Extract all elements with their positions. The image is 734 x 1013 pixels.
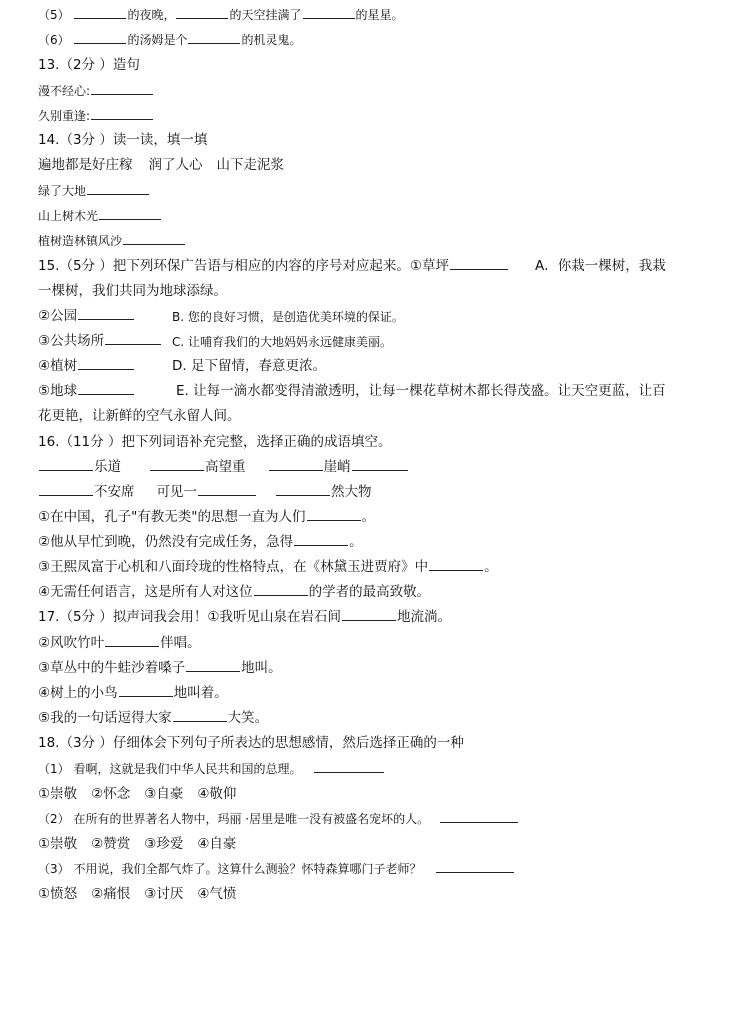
blank[interactable] bbox=[74, 42, 126, 44]
q16-sentence-1: ①在中国，孔子"有教无类"的思想一直为人们 。 bbox=[38, 509, 376, 525]
q16-sentence-2: ②他从早忙到晚，仍然没有完成任务，急得 。 bbox=[38, 534, 363, 550]
blank[interactable] bbox=[198, 494, 256, 496]
q18-options-3: ①愤怒 ②痛恨 ③讨厌 ④气愤 bbox=[38, 886, 237, 902]
q15-option-b: B. 您的良好习惯，是创造优美环境的保证。 bbox=[172, 310, 404, 324]
blank[interactable] bbox=[450, 268, 508, 270]
blank[interactable] bbox=[87, 193, 149, 195]
q17-sentence-2: ②风吹竹叶 伴唱。 bbox=[38, 635, 201, 651]
q17-sentence-4: ④树上的小鸟 地叫着。 bbox=[38, 685, 228, 701]
q12-item6: （6） 的汤姆是个 的机灵鬼。 bbox=[38, 33, 302, 47]
q18-prompt-3: （3） 不用说，我们全都气炸了。这算什么测验？怀特森算哪门子老师？ bbox=[38, 863, 515, 875]
blank[interactable] bbox=[74, 17, 126, 19]
blank[interactable] bbox=[91, 93, 153, 95]
q13-line-b: 久别重逢: bbox=[38, 110, 154, 122]
q16-words-row1: 乐道 高望重 崖峭 bbox=[38, 461, 409, 475]
q15-row: ⑤地球 bbox=[38, 385, 135, 399]
blank[interactable] bbox=[254, 594, 308, 596]
blank[interactable] bbox=[78, 393, 134, 395]
q14-line-b: 山上树木光 bbox=[38, 210, 162, 222]
q16-sentence-4: ④无需任何语言，这是所有人对这位 的学者的最高致敬。 bbox=[38, 584, 431, 600]
q15-option-e: E. 让每一滴水都变得清澈透明，让每一棵花草树木都长得茂盛。让天空更蓝，让百 bbox=[176, 383, 666, 399]
q18-options-2: ①崇敬 ②赞赏 ③珍爱 ④自豪 bbox=[38, 836, 237, 852]
blank[interactable] bbox=[188, 42, 240, 44]
blank[interactable] bbox=[269, 469, 323, 471]
blank[interactable] bbox=[314, 771, 384, 773]
blank[interactable] bbox=[440, 821, 518, 823]
blank[interactable] bbox=[436, 871, 514, 873]
q14-heading: 14.（3分 ）读一读，填一填 bbox=[38, 132, 208, 148]
q15-option-d: D. 足下留情，春意更浓。 bbox=[172, 358, 326, 374]
blank[interactable] bbox=[123, 243, 185, 245]
blank[interactable] bbox=[99, 218, 161, 220]
q14-line-a: 绿了大地 bbox=[38, 185, 150, 197]
blank[interactable] bbox=[105, 645, 159, 647]
q13-line-a: 漫不经心: bbox=[38, 85, 154, 97]
blank[interactable] bbox=[150, 469, 204, 471]
blank[interactable] bbox=[78, 318, 134, 320]
q14-options: 遍地都是好庄稼 润了人心 山下走泥浆 bbox=[38, 157, 284, 173]
blank[interactable] bbox=[176, 17, 228, 19]
q16-words-row2: 不安席 可见一 然大物 bbox=[38, 486, 372, 500]
blank[interactable] bbox=[39, 494, 93, 496]
q14-line-c: 植树造林镇风沙 bbox=[38, 235, 186, 247]
blank[interactable] bbox=[307, 519, 361, 521]
blank[interactable] bbox=[186, 670, 240, 672]
q18-prompt-2: （2） 在所有的世界著名人物中，玛丽 ·居里是唯一没有被盛名宠坏的人。 bbox=[38, 813, 519, 825]
q15-row: ③公共场所 bbox=[38, 335, 162, 349]
q18-prompt-1: （1） 看啊，这就是我们中华人民共和国的总理。 bbox=[38, 763, 385, 775]
blank[interactable] bbox=[105, 343, 161, 345]
blank[interactable] bbox=[119, 695, 173, 697]
blank[interactable] bbox=[352, 469, 408, 471]
blank[interactable] bbox=[91, 118, 153, 120]
q15-row: ②公园 bbox=[38, 310, 135, 324]
blank[interactable] bbox=[173, 720, 227, 722]
q16-sentence-3: ③王熙凤富于心机和八面玲珑的性格特点，在《林黛玉进贾府》中 。 bbox=[38, 559, 498, 575]
q15-heading: 15.（5分 ）把下列环保广告语与相应的内容的序号对应起来。①草坪 A．你栽一棵树，我栽 bbox=[38, 258, 666, 274]
q17-heading: 17.（5分 ）拟声词我会用！①我听见山泉在岩石间 地流淌。 bbox=[38, 609, 451, 625]
q12-item5: （5） 的夜晚， 的天空挂满了 的星星。 bbox=[38, 8, 404, 22]
blank[interactable] bbox=[276, 494, 330, 496]
q13-heading: 13.（2分 ）造句 bbox=[38, 57, 140, 73]
q16-heading: 16.（11分 ）把下列词语补充完整，选择正确的成语填空。 bbox=[38, 434, 392, 450]
blank[interactable] bbox=[429, 569, 483, 571]
q18-heading: 18.（3分 ）仔细体会下列句子所表达的思想感情，然后选择正确的一种 bbox=[38, 735, 464, 751]
q15-option-a-cont: 一棵树，我们共同为地球添绿。 bbox=[38, 283, 227, 299]
blank[interactable] bbox=[342, 619, 396, 621]
q15-row: ④植树 bbox=[38, 360, 135, 374]
q15-option-c: C. 让哺育我们的大地妈妈永远健康美丽。 bbox=[172, 335, 393, 349]
q17-sentence-5: ⑤我的一句话逗得大家 大笑。 bbox=[38, 710, 269, 726]
blank[interactable] bbox=[303, 17, 355, 19]
q17-sentence-3: ③草丛中的牛蛙沙着嗓子 地叫。 bbox=[38, 660, 282, 676]
blank[interactable] bbox=[78, 368, 134, 370]
blank[interactable] bbox=[294, 544, 348, 546]
q15-option-e-cont: 花更艳，让新鲜的空气永留人间。 bbox=[38, 408, 241, 424]
q18-options-1: ①崇敬 ②怀念 ③自豪 ④敬仰 bbox=[38, 786, 237, 802]
blank[interactable] bbox=[39, 469, 93, 471]
